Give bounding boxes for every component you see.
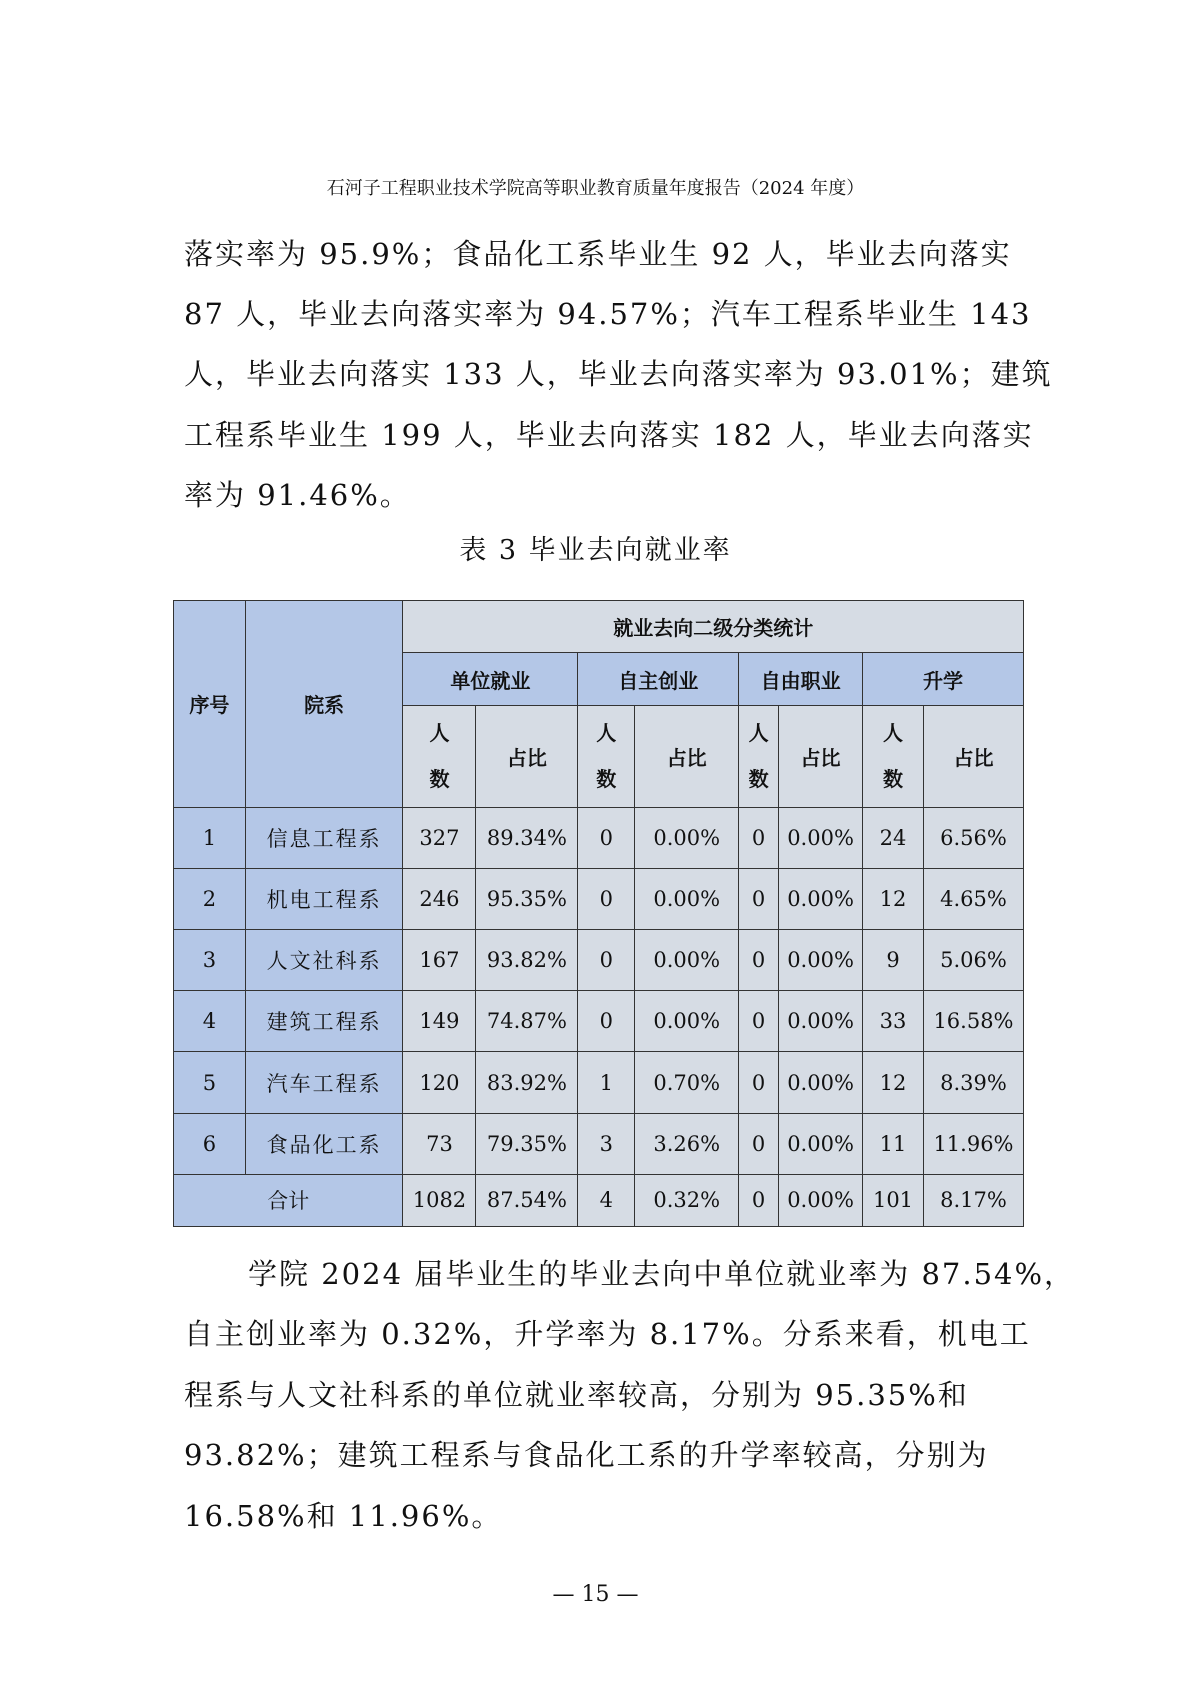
header-cat: 单位就业 xyxy=(403,653,578,706)
table-cell: 0.00% xyxy=(635,991,739,1052)
table-cell: 0.00% xyxy=(635,807,739,868)
table-cell: 6 xyxy=(174,1113,246,1174)
table-cell: 1 xyxy=(578,1052,635,1113)
table-cell: 79.35% xyxy=(476,1113,578,1174)
table-cell: 0.00% xyxy=(635,868,739,929)
paragraph-line: 87 人，毕业去向落实率为 94.57%；汽车工程系毕业生 143 xyxy=(184,297,1032,331)
header-count xyxy=(403,706,476,807)
table-cell: 8.39% xyxy=(923,1052,1023,1113)
table-cell: 5.06% xyxy=(923,930,1023,991)
page-number: — 15 — xyxy=(552,1582,639,1607)
table-cell: 0.00% xyxy=(779,1052,863,1113)
table-cell: 0 xyxy=(739,930,779,991)
table-cell: 0.00% xyxy=(779,807,863,868)
header-count xyxy=(863,706,924,807)
table-cell: 3 xyxy=(578,1113,635,1174)
table-cell: 0 xyxy=(578,930,635,991)
table-cell: 0.70% xyxy=(635,1052,739,1113)
table-cell: 9 xyxy=(863,930,924,991)
table-row xyxy=(174,807,1024,868)
table-cell: 11 xyxy=(863,1113,924,1174)
table-cell: 87.54% xyxy=(476,1174,578,1226)
paragraph-line: 程系与人文社科系的单位就业率较高，分别为 95.35%和 xyxy=(184,1378,969,1412)
header-ratio: 占比 xyxy=(635,706,739,807)
table-cell: 167 xyxy=(403,930,476,991)
header-count-text: 人数 xyxy=(429,721,450,792)
table-cell: 93.82% xyxy=(476,930,578,991)
table-cell: 120 xyxy=(403,1052,476,1113)
paragraph-line: 落实率为 95.9%；食品化工系毕业生 92 人，毕业去向落实 xyxy=(184,237,1012,271)
table-row xyxy=(174,868,1024,929)
table-cell: 0 xyxy=(739,868,779,929)
header-cat: 自主创业 xyxy=(578,653,739,706)
table-cell: 3 xyxy=(174,930,246,991)
header-ratio: 占比 xyxy=(923,706,1023,807)
table-cell: 1 xyxy=(174,807,246,868)
header-count xyxy=(578,706,635,807)
table-cell: 73 xyxy=(403,1113,476,1174)
paragraph-line: 自主创业率为 0.32%，升学率为 8.17%。分系来看，机电工 xyxy=(184,1317,1031,1351)
table-cell: 83.92% xyxy=(476,1052,578,1113)
paragraph-line: 16.58%和 11.96%。 xyxy=(184,1499,503,1533)
table-cell: 24 xyxy=(863,807,924,868)
table-cell: 0.00% xyxy=(779,1174,863,1226)
table-cell: 74.87% xyxy=(476,991,578,1052)
paragraph-line: 93.82%；建筑工程系与食品化工系的升学率较高，分别为 xyxy=(184,1438,989,1472)
table-cell: 0 xyxy=(739,1052,779,1113)
table-cell: 机电工程系 xyxy=(245,868,403,929)
header-ratio: 占比 xyxy=(779,706,863,807)
table-cell: 0.32% xyxy=(635,1174,739,1226)
header-cat: 升学 xyxy=(863,653,1024,706)
total-row xyxy=(174,1174,1024,1226)
table-cell: 建筑工程系 xyxy=(245,991,403,1052)
table-cell: 327 xyxy=(403,807,476,868)
table-cell: 0.00% xyxy=(779,991,863,1052)
table-cell: 12 xyxy=(863,868,924,929)
total-label: 合计 xyxy=(174,1174,403,1226)
employment-table xyxy=(173,600,1024,1227)
table-cell: 95.35% xyxy=(476,868,578,929)
running-header: 石河子工程职业技术学院高等职业教育质量年度报告（2024 年度） xyxy=(326,178,865,199)
table-cell: 4 xyxy=(578,1174,635,1226)
paragraph-line: 率为 91.46%。 xyxy=(184,478,411,512)
table-cell: 0 xyxy=(578,868,635,929)
table-cell: 0.00% xyxy=(779,868,863,929)
table-cell: 2 xyxy=(174,868,246,929)
table-cell: 33 xyxy=(863,991,924,1052)
header-seq: 序号 xyxy=(174,601,246,808)
table-cell: 4.65% xyxy=(923,868,1023,929)
table-cell: 12 xyxy=(863,1052,924,1113)
header-count xyxy=(739,706,779,807)
table-cell: 汽车工程系 xyxy=(245,1052,403,1113)
table-row xyxy=(174,1052,1024,1113)
table-cell: 食品化工系 xyxy=(245,1113,403,1174)
table-cell: 0.00% xyxy=(779,930,863,991)
table-cell: 6.56% xyxy=(923,807,1023,868)
table-cell: 89.34% xyxy=(476,807,578,868)
table-cell: 0 xyxy=(578,807,635,868)
table-cell: 人文社科系 xyxy=(245,930,403,991)
header-cat: 自由职业 xyxy=(739,653,863,706)
table-cell: 16.58% xyxy=(923,991,1023,1052)
table-cell: 3.26% xyxy=(635,1113,739,1174)
table-cell: 0 xyxy=(739,807,779,868)
table-cell: 8.17% xyxy=(923,1174,1023,1226)
header-count-text: 人数 xyxy=(596,721,617,792)
header-count-text: 人数 xyxy=(883,721,903,792)
table-cell: 5 xyxy=(174,1052,246,1113)
paragraph-line: 学院 2024 届毕业生的毕业去向中单位就业率为 87.54%， xyxy=(248,1257,1076,1291)
table-cell: 0.00% xyxy=(779,1113,863,1174)
table-cell: 1082 xyxy=(403,1174,476,1226)
table-cell: 0 xyxy=(739,1174,779,1226)
table-cell: 149 xyxy=(403,991,476,1052)
header-group: 就业去向二级分类统计 xyxy=(403,601,1024,653)
table-title: 表 3 毕业去向就业率 xyxy=(459,535,732,566)
paragraph-line: 人，毕业去向落实 133 人，毕业去向落实率为 93.01%；建筑 xyxy=(184,357,1053,391)
table-cell: 0 xyxy=(739,1113,779,1174)
table-cell: 0.00% xyxy=(635,930,739,991)
paragraph-line: 工程系毕业生 199 人，毕业去向落实 182 人，毕业去向落实 xyxy=(184,418,1034,452)
table-cell: 246 xyxy=(403,868,476,929)
table-row xyxy=(174,991,1024,1052)
header-count-text: 人数 xyxy=(748,721,769,792)
table-cell: 0 xyxy=(739,991,779,1052)
table-row xyxy=(174,1113,1024,1174)
header-dept: 院系 xyxy=(245,601,403,808)
table-cell: 101 xyxy=(863,1174,924,1226)
table-cell: 4 xyxy=(174,991,246,1052)
header-ratio: 占比 xyxy=(476,706,578,807)
table-cell: 11.96% xyxy=(923,1113,1023,1174)
table-cell: 0 xyxy=(578,991,635,1052)
table-cell: 信息工程系 xyxy=(245,807,403,868)
table-row xyxy=(174,930,1024,991)
